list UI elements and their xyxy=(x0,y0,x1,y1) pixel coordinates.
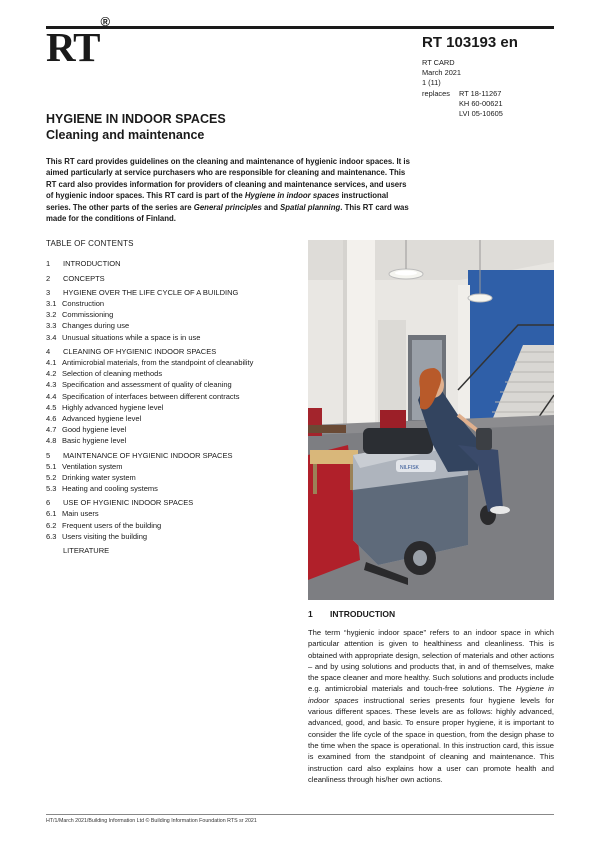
toc-item xyxy=(46,298,253,309)
toc-item xyxy=(46,287,253,298)
replaces-label: replaces xyxy=(422,88,450,98)
toc-item-number: 3.1 xyxy=(46,299,57,309)
toc-item-label: Users visiting the building xyxy=(62,531,148,541)
toc-item-number: 5 xyxy=(46,450,51,460)
toc-item xyxy=(46,520,253,531)
toc-item-number: 6 xyxy=(46,498,51,508)
toc-item xyxy=(46,320,253,331)
toc-item-number: 4.6 xyxy=(46,413,57,423)
toc-item-label: Changes during use xyxy=(62,321,130,331)
toc-item-label: LITERATURE xyxy=(63,546,110,556)
toc-item xyxy=(46,424,253,435)
toc-item-number: 5.1 xyxy=(46,461,57,471)
toc-item-number: 4 xyxy=(46,347,51,357)
replaces-item: KH 60-00621 xyxy=(459,98,503,108)
toc-item xyxy=(46,391,253,402)
table-of-contents xyxy=(46,258,253,556)
toc-item-label: Specification and assessment of quality of cleaning xyxy=(62,380,232,390)
toc-item-number: 1 xyxy=(46,259,51,268)
toc-item xyxy=(46,379,253,390)
toc-item xyxy=(46,450,253,461)
toc-item xyxy=(46,545,253,556)
toc-item-label: HYGIENE OVER THE LIFE CYCLE OF A BUILDING xyxy=(63,288,239,298)
toc-item-label: Good hygiene level xyxy=(62,424,127,434)
top-rule xyxy=(46,26,554,29)
toc-item-label: Frequent users of the building xyxy=(62,520,162,530)
toc-item-number: 4.7 xyxy=(46,424,57,434)
intro-paragraph: This RT card provides guidelines on the cleaning and maintenance of hygienic indoor spaces. It is aimed particularly at service purchasers who are responsible for cleaning and maintenance. This RT card also provides information for providers of cleaning and maintenance services, and users of hygienic indoor spaces. This RT card is part of the Hygiene in indoor spaces instructional series. The other parts of the series are General principles and Spatial planning. This RT card was made for the conditions of Finland. xyxy=(46,157,410,224)
toc-item xyxy=(46,258,253,269)
toc-item xyxy=(46,531,253,542)
toc-item xyxy=(46,497,253,508)
toc-item xyxy=(46,357,253,368)
toc-item-number: 6.2 xyxy=(46,520,57,530)
toc-item xyxy=(46,483,253,494)
footer-rule xyxy=(46,814,554,815)
page-title: HYGIENE IN INDOOR SPACES xyxy=(46,112,226,126)
toc-item-label: Heating and cooling systems xyxy=(62,483,158,493)
toc-item xyxy=(46,368,253,379)
toc-item-label: INTRODUCTION xyxy=(63,259,121,268)
toc-item-label: Antimicrobial materials, from the standpoint of cleanability xyxy=(62,358,254,368)
toc-item-number: 4.3 xyxy=(46,380,57,390)
toc-item-label: Advanced hygiene level xyxy=(62,413,142,423)
toc-item xyxy=(46,461,253,472)
page-subtitle: Cleaning and maintenance xyxy=(46,128,205,142)
toc-item-label: Selection of cleaning methods xyxy=(62,369,163,379)
toc-item-label: Commissioning xyxy=(62,310,114,320)
toc-item-number: 4.4 xyxy=(46,391,57,401)
toc-item-label: Unusual situations while a space is in use xyxy=(62,332,201,342)
toc-item xyxy=(46,273,253,284)
toc-item-label: Construction xyxy=(62,299,105,309)
toc-item-number: 2 xyxy=(46,273,51,283)
toc-item xyxy=(46,508,253,519)
toc-item-label: MAINTENANCE OF HYGIENIC INDOOR SPACES xyxy=(63,450,233,460)
toc-item-label: Drinking water system xyxy=(62,472,136,482)
toc-item-number: 3.4 xyxy=(46,332,57,342)
toc-item-number xyxy=(46,545,62,556)
toc-item-label: Ventilation system xyxy=(62,461,123,471)
toc-item-number: 3.2 xyxy=(46,310,57,320)
toc-item-number: 4.1 xyxy=(46,358,57,368)
toc-item-label: USE OF HYGIENIC INDOOR SPACES xyxy=(63,498,194,508)
toc-item xyxy=(46,332,253,343)
toc-item-label: CLEANING OF HYGIENIC INDOOR SPACES xyxy=(63,347,217,357)
toc-item-number: 6.1 xyxy=(46,509,57,519)
toc-item xyxy=(46,413,253,424)
toc-item xyxy=(46,472,253,483)
document-number: RT 103193 en xyxy=(422,34,518,51)
toc-item-label: Highly advanced hygiene level xyxy=(62,402,164,412)
toc-item xyxy=(46,402,253,413)
toc-item-number: 4.5 xyxy=(46,402,57,412)
toc-item-label: Basic hygiene level xyxy=(62,435,127,445)
toc-item-label: CONCEPTS xyxy=(63,273,105,283)
toc-item-number: 6.3 xyxy=(46,531,57,541)
footer-text: HT/1/March 2021/Building Information Ltd © Building Information Foundation RTS sr 2021 xyxy=(46,818,257,824)
toc-item-number: 5.3 xyxy=(46,483,57,493)
card-type: RT CARD xyxy=(422,58,455,67)
toc-item xyxy=(46,346,253,357)
page-count: 1 (11) xyxy=(422,78,441,88)
toc-item-number: 3.3 xyxy=(46,321,57,331)
toc-item-label: Main users xyxy=(62,509,99,519)
replaces-item: LVI 05-10605 xyxy=(459,109,503,119)
section-heading: 1 INTRODUCTION xyxy=(308,609,396,619)
rt-logo: RT® xyxy=(46,14,110,70)
toc-item-number: 5.2 xyxy=(46,472,57,482)
section-body: The term “hygienic indoor space” refers to an indoor space in which particular attention is given to healthiness and cleanliness. This is obtained with appropriate design, selection of materials and other actions – and by using solutions and products that, in and of themselves, make the space cleaner and more healthy. Such solutions and products include e.g. antimicrobial materials and touch-free solutions. The Hygiene in indoor spaces instructional series presents four hygiene levels for various different spaces. These levels are as follows: highly advanced, advanced, good, and basic. To ensure proper hygiene, it is important to consider the life cycle of the space in question, from the design phase to the time when the space is operational. In this instruction card, this issue is examined from the standpoint of cleaning and maintenance. This instruction card also explains how a user can promote health and cleanliness through his/her own actions. xyxy=(308,628,554,784)
toc-item-number: 4.8 xyxy=(46,435,57,445)
card-date: March 2021 xyxy=(422,68,462,78)
toc-item xyxy=(46,309,253,320)
toc-item-number: 3 xyxy=(46,288,51,298)
cover-photo xyxy=(308,240,554,600)
replaces-item: RT 18-11267 xyxy=(459,88,502,98)
toc-heading: TABLE OF CONTENTS xyxy=(46,239,134,248)
machine-brand: NILFISK xyxy=(400,465,419,471)
toc-item-number: 4.2 xyxy=(46,369,57,379)
toc-item-label: Specification of interfaces between different contracts xyxy=(62,391,240,401)
document-meta xyxy=(422,58,503,119)
toc-item xyxy=(46,435,253,446)
